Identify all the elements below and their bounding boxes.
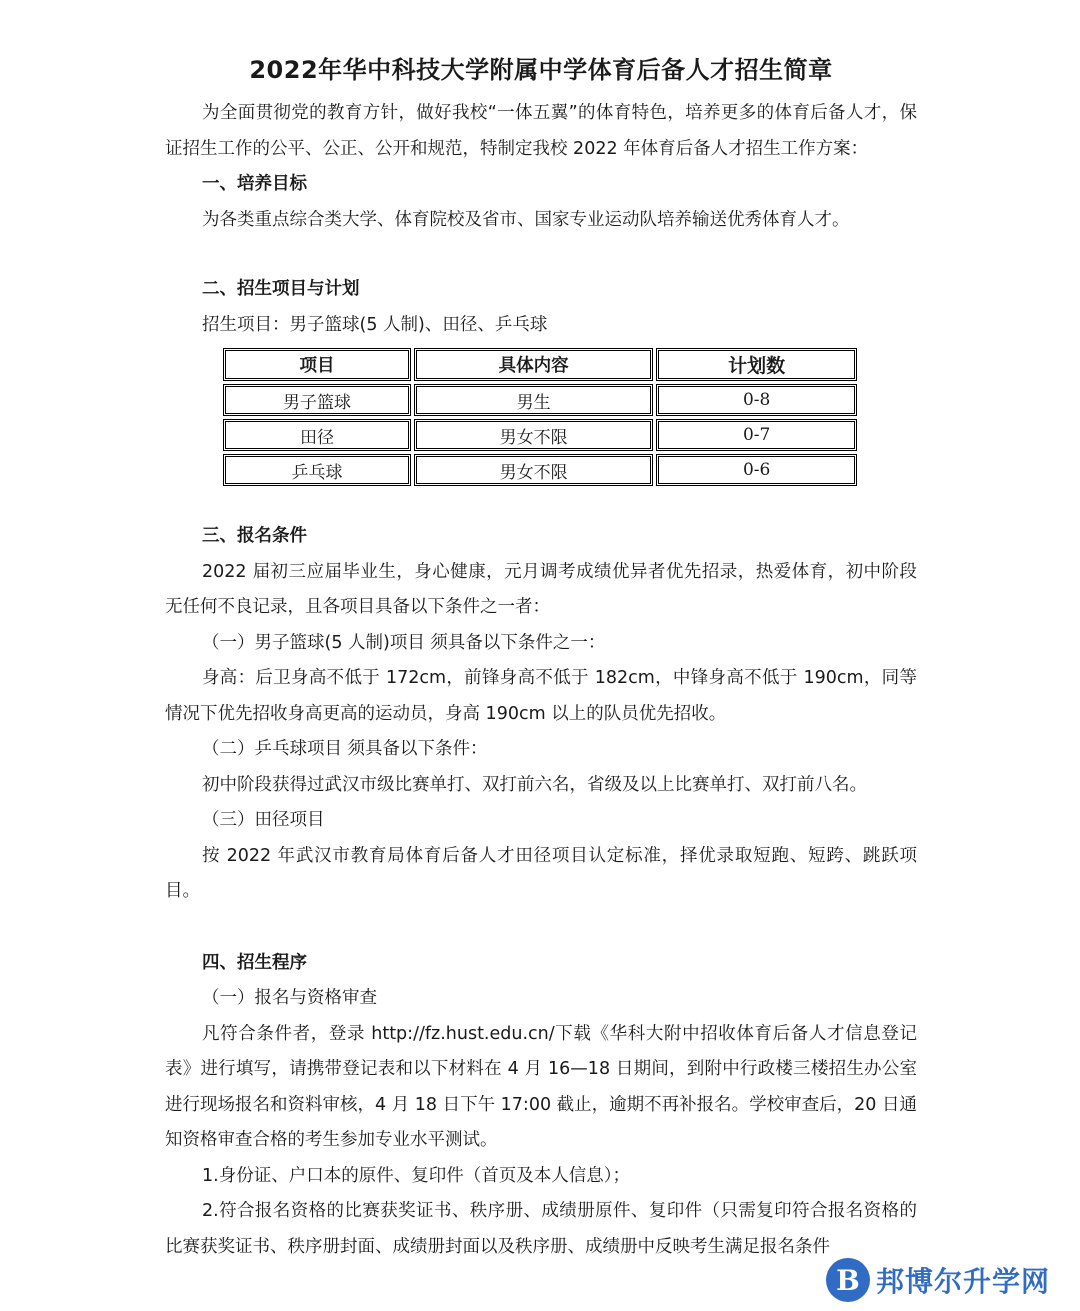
table-cell: 0-6 [656, 454, 857, 486]
page-title: 2022年华中科技大学附属中学体育后备人才招生简章 [249, 56, 833, 84]
section-4-paragraph: 凡符合条件者，登录 http://fz.hust.edu.cn/下载《华科大附中招收体育后备人才信息登记表》进行填写，请携带登记表和以下材料在 4 月 16—18 日期间，到附中行政楼三楼招生办公室进行现场报名和资料审核，4 月 18 日下午 17:00 截止，逾期不再补报名。学校审查后，20 日通知资格审查合格的考生参加专业水平测试。 [165, 1023, 917, 1150]
header-cell-project: 项目 [223, 348, 411, 381]
section-3-paragraph: 身高：后卫身高不低于 172cm，前锋身高不低于 182cm，中锋身高不低于 190cm，同等情况下优先招收身高更高的运动员，身高 190cm 以上的队员优先招收。 [165, 668, 917, 724]
table-cell: 男生 [414, 384, 653, 416]
site-watermark [826, 1251, 1066, 1309]
section-4-heading: 四、招生程序 [202, 952, 307, 973]
table-cell: 男女不限 [414, 419, 653, 451]
table-cell: 0-8 [656, 384, 857, 416]
section-4-paragraph: 1.身份证、户口本的原件、复印件（首页及本人信息）； [202, 1165, 630, 1186]
section-3-paragraph: 2022 届初三应届毕业生，身心健康，元月调考成绩优异者优先招录，热爱体育，初中阶段无任何不良记录，且各项目具备以下条件之一者： [165, 561, 917, 617]
header-cell-content: 具体内容 [414, 348, 653, 381]
section-2-projects: 招生项目：男子篮球(5 人制)、田径、乒乓球 [202, 314, 548, 335]
section-2-heading: 二、招生项目与计划 [202, 279, 360, 299]
table-cell: 男女不限 [414, 454, 653, 486]
intro-paragraph: 为全面贯彻党的教育方针，做好我校“一体五翼”的体育特色，培养更多的体育后备人才，保证招生工作的公平、公正、公开和规范，特制定我校 2022 年体育后备人才招生工作方案： [165, 103, 917, 159]
table-header-row [223, 348, 857, 381]
section-3-paragraph: （三）田径项目 [202, 810, 325, 830]
plan-table-wrapper [220, 345, 860, 489]
section-4-paragraph: （一）报名与资格审查 [202, 988, 377, 1008]
section-3-paragraph: 按 2022 年武汉市教育局体育后备人才田径项目认定标准，择优录取短跑、短跨、跳跃项目。 [165, 845, 917, 901]
section-4-paragraph: 2.符合报名资格的比赛获奖证书、秩序册、成绩册原件、复印件（只需复印符合报名资格的比赛获奖证书、秩序册封面、成绩册封面以及秩序册、成绩册中反映考生满足报名条件 [165, 1201, 917, 1257]
table-cell: 乒乓球 [223, 454, 411, 486]
table-row [223, 454, 857, 486]
section-3-paragraph: （一）男子篮球(5 人制)项目 须具备以下条件之一： [202, 632, 606, 653]
table-row [223, 384, 857, 416]
plan-table [220, 345, 860, 489]
section-3-paragraph: （二）乒乓球项目 须具备以下条件： [202, 739, 488, 759]
table-row [223, 419, 857, 451]
header-cell-quota: 计划数 [656, 348, 857, 381]
watermark-text: 邦博尔升学网 [876, 1265, 1051, 1298]
table-cell: 男子篮球 [223, 384, 411, 416]
section-3-heading: 三、报名条件 [202, 526, 307, 546]
section-3-paragraph: 初中阶段获得过武汉市级比赛单打、双打前六名，省级及以上比赛单打、双打前八名。 [202, 774, 867, 795]
watermark-logo-icon: B [826, 1258, 870, 1302]
table-cell: 田径 [223, 419, 411, 451]
table-cell: 0-7 [656, 419, 857, 451]
document-page [165, 50, 917, 1265]
section-1-heading: 一、培养目标 [202, 174, 307, 194]
section-1-body: 为各类重点综合类大学、体育院校及省市、国家专业运动队培养输送优秀体育人才。 [202, 209, 850, 230]
